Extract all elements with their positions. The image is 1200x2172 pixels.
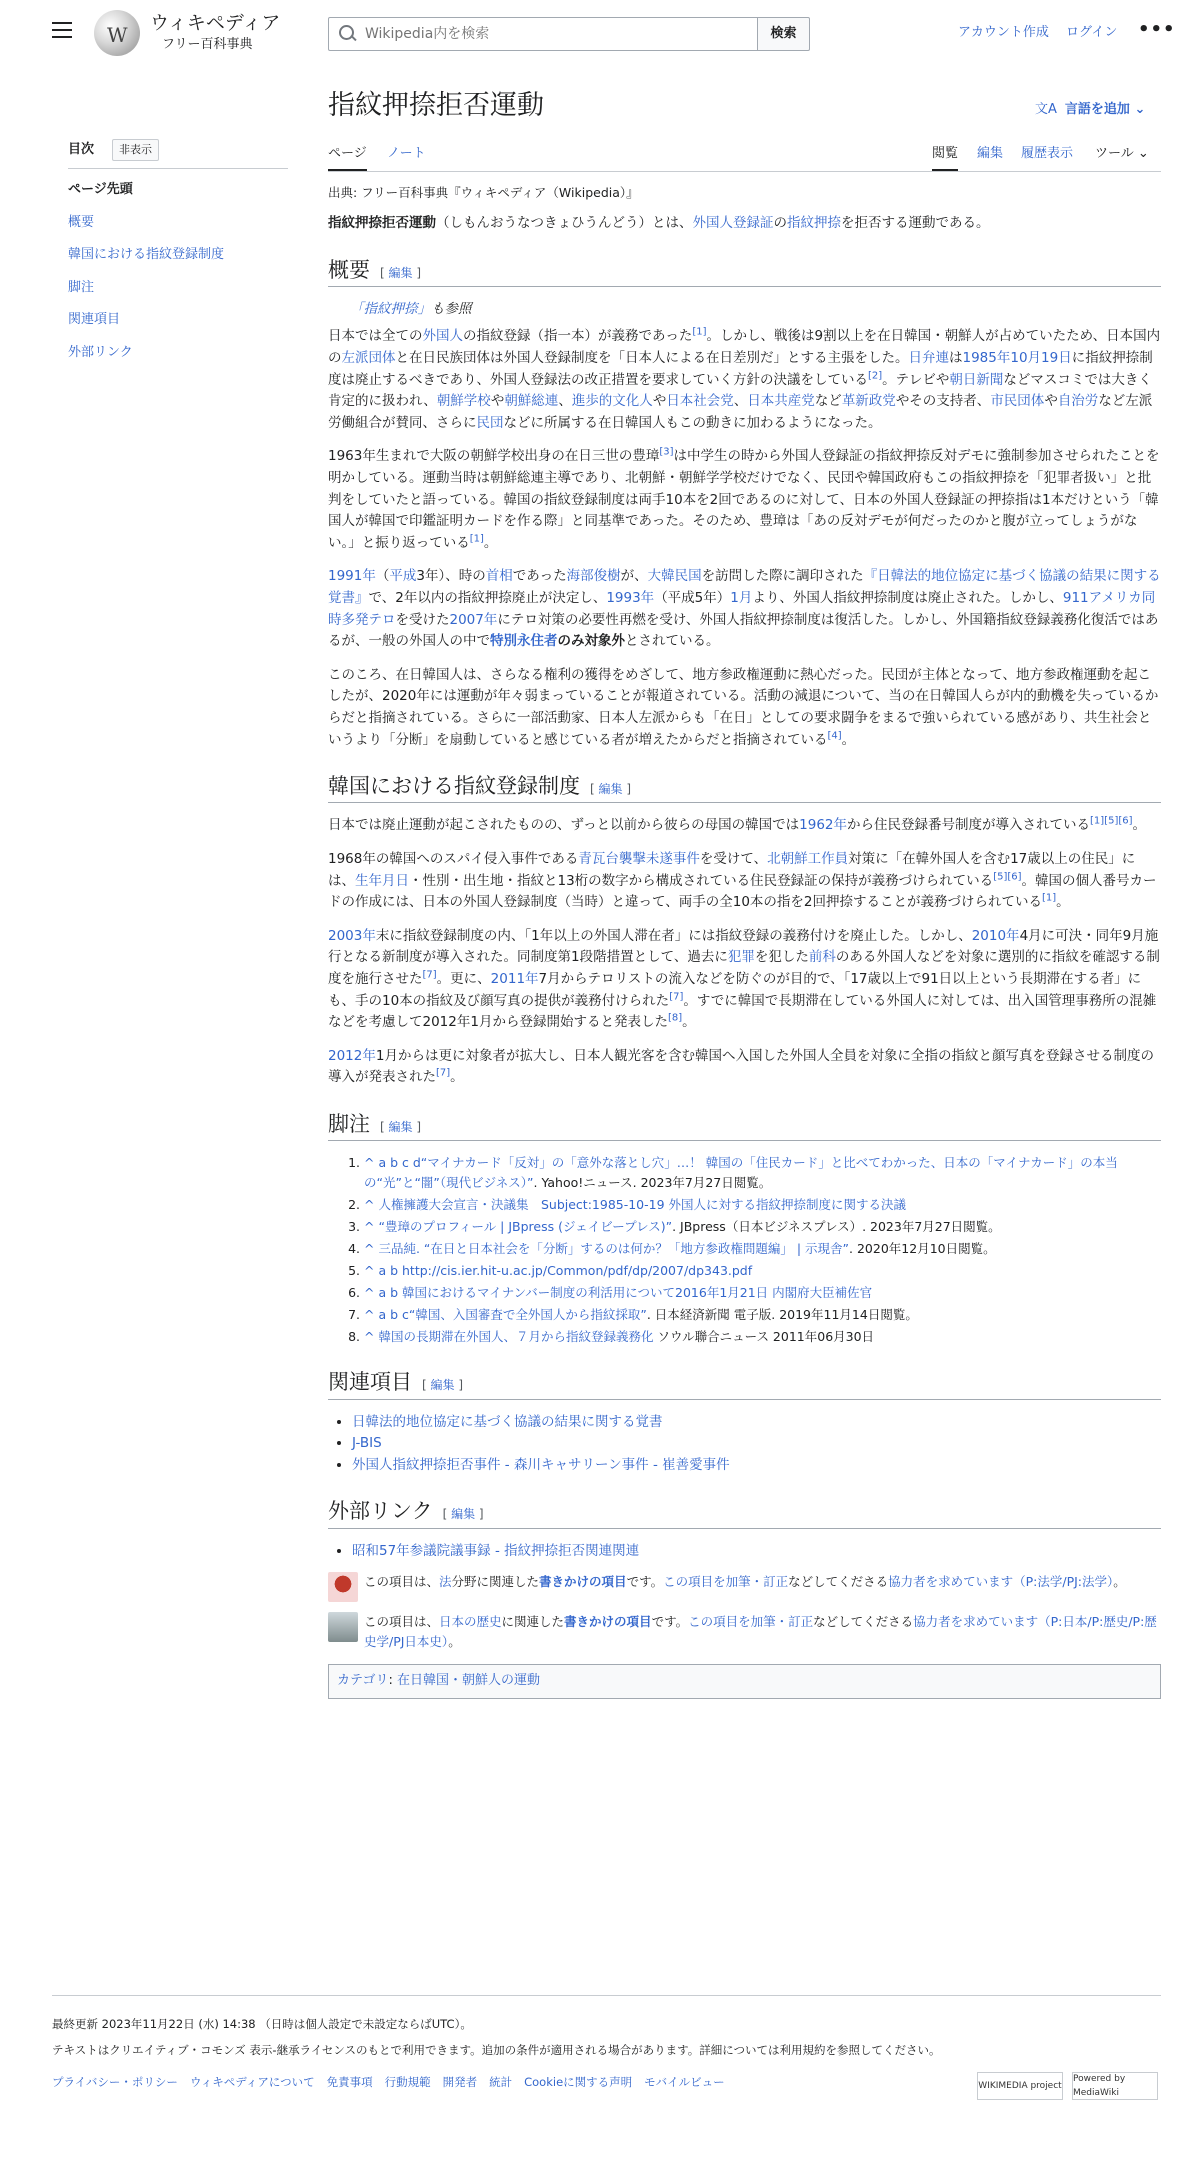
link[interactable]: 進歩的文化人 xyxy=(571,393,653,410)
link[interactable]: 協力者を求めています xyxy=(888,1574,1014,1590)
link[interactable]: 911アメリカ同時多発テロ xyxy=(328,590,1156,628)
text: 、 xyxy=(558,393,572,410)
footer-link-cookie[interactable]: Cookieに関する声明 xyxy=(524,2075,633,2089)
korea-paragraph-3 xyxy=(328,926,1161,1034)
text: 。 xyxy=(1132,817,1147,834)
text: より、外国人指紋押捺制度は廃止された。しかし、 xyxy=(752,590,1063,607)
text: は xyxy=(949,350,963,367)
citation[interactable]: [1] xyxy=(692,326,707,338)
main-menu-button[interactable] xyxy=(52,22,72,38)
text: など左派労働組合が賛同、さらに xyxy=(328,393,1153,431)
text: は中学生の時から外国人登録証の指紋押捺反対デモに強制参加させられたことを明かしている。運動当時は朝鮮総連主導であり、北朝鮮・朝鮮学学校だけでなく、民団や韓国政府もこの指紋押捺を「犯罪者扱い」と批判をしていたと語っている。韓国の指紋登録制度は両手10本を2回であるのに対して、日本の外国人登録証の押捺指は1本だけという「韓国人が韓国で印鑑証明カードを作る際」と同基準であった。そのため、豊璋は「あの反対デモが何だったのかと腹が立ってしょうがない。」と振り返っている xyxy=(328,448,1160,551)
stub-notice-law xyxy=(328,1572,1161,1602)
text: です。 xyxy=(651,1614,689,1630)
toc-item-overview[interactable]: 概要 xyxy=(68,214,95,230)
link[interactable]: 外国人 xyxy=(422,328,463,345)
footer-divider xyxy=(52,1995,1161,1996)
tab-page[interactable]: ページ xyxy=(328,144,367,171)
text: 。更に、 xyxy=(436,971,491,988)
reference-link[interactable]: http://cis.ier.hit-u.ac.jp/Common/pdf/dp/2007/dp343.pdf xyxy=(402,1263,753,1279)
related-item xyxy=(352,1455,1161,1477)
link[interactable]: 革新政党 xyxy=(841,393,896,410)
toc-item-top[interactable]: ページ先頭 xyxy=(68,182,133,197)
text: ・性別・出生地・指紋と13桁の数字から構成されている住民登録証の保持が義務づけられている xyxy=(409,872,994,889)
stub-text xyxy=(364,1612,1161,1652)
heading-text: 韓国における指紋登録制度 xyxy=(328,774,580,799)
reference-item xyxy=(364,1261,1161,1281)
text: 分野に関連した xyxy=(451,1574,540,1590)
link[interactable]: 書きかけの項目 xyxy=(564,1614,652,1630)
text: やその支持者、 xyxy=(895,393,991,410)
korea-paragraph-2 xyxy=(328,849,1161,914)
link[interactable]: 大韓民国 xyxy=(647,568,702,585)
more-options-icon[interactable]: ••• xyxy=(1138,19,1176,40)
link[interactable]: 1993年 xyxy=(606,590,655,607)
toc-divider xyxy=(68,168,288,169)
text: や xyxy=(1044,393,1058,410)
text: や xyxy=(652,393,667,410)
link[interactable]: 2007年 xyxy=(449,611,498,628)
login-link[interactable]: ログイン xyxy=(1066,25,1118,40)
citation[interactable]: [1] xyxy=(1042,892,1057,904)
toc-heading: 目次 xyxy=(68,142,95,157)
text: 。韓国の個人番号カードの作成には、日本の外国人登録制度（当時）と違って、両手の全10本の指を2回押捺することが義務づけられている xyxy=(328,872,1157,911)
heading-text: 概要 xyxy=(328,257,370,282)
toc-item-korea[interactable]: 韓国における指紋登録制度 xyxy=(68,247,225,262)
footer-link-privacy[interactable]: プライバシー・ポリシー xyxy=(52,2075,178,2089)
link[interactable]: この項目を加筆・訂正 xyxy=(663,1574,789,1590)
toc-hide-button[interactable]: 非表示 xyxy=(112,139,159,161)
citation[interactable]: [2] xyxy=(868,370,883,382)
edit-section-link[interactable]: [ 編集 ] xyxy=(442,1507,484,1522)
text: を犯した xyxy=(754,949,809,966)
backlink[interactable]: ^ xyxy=(364,1329,375,1345)
text: を拒否する運動である。 xyxy=(841,215,990,231)
link[interactable]: 法 xyxy=(439,1574,452,1590)
search-icon xyxy=(339,25,357,43)
related-link[interactable]: 外国人指紋押捺拒否事件 - 森川キャサリーン事件 - 崔善愛事件 xyxy=(352,1456,730,1473)
text: この項目は、 xyxy=(364,1574,440,1590)
external-item xyxy=(352,1541,1161,1563)
link[interactable]: 指紋押捺 xyxy=(787,215,841,231)
text: 7月からテロリストの流入などを防ぐのが目的で、「17歳以上で91日以上という長期滞在する者」にも、手の10本の指紋及び顔写真の提供が義務付けられた xyxy=(328,971,1142,1009)
text: 末に指紋登録制度の内、「1年以上の外国人滞在者」には指紋登録の義務付けを廃止した。しかし、 xyxy=(375,927,972,944)
link[interactable]: この項目を加筆・訂正 xyxy=(688,1614,814,1630)
link[interactable]: 2003年 xyxy=(328,927,376,944)
edit-section-link[interactable]: [ 編集 ] xyxy=(590,782,632,797)
text: このころ、在日韓国人は、さらなる権利の獲得をめざして、地方参政権運動に熱心だった。民団が主体となって、地方参政権運動を起こしたが、2020年には運動が年々弱まっていることが報道されている。活動の減退について、当の在日韓国人らが内的動機を失っているからだと指摘されている。さらに一部活動家、日本人左派からも「在日」としての要求闘争をまるで強いられている感があり、共生社会というより「分断」を扇動していると感じている者が増えたからだと指摘されている xyxy=(328,666,1159,748)
text: 。 xyxy=(1113,1574,1126,1590)
edit-section-link[interactable]: [ 編集 ] xyxy=(380,265,422,280)
reference-item xyxy=(364,1153,1161,1193)
text: にテロ対策の必要性再燃を受け、外国人指紋押捺制度は復活した。しかし、外国籍指紋登録義務化復活ではあるが、一般の外国人の中で xyxy=(328,611,1159,650)
search-input[interactable] xyxy=(363,25,757,43)
tab-tools[interactable] xyxy=(1095,144,1149,165)
text: 、 xyxy=(733,393,748,410)
wikimedia-badge[interactable]: WIKIMEDIA project xyxy=(977,2072,1063,2100)
text: 対策に「在韓外国人を含む17歳以上の住民」には、 xyxy=(328,851,1136,889)
search-button[interactable]: 検索 xyxy=(757,17,810,51)
edit-section-link[interactable]: [ 編集 ] xyxy=(422,1378,464,1393)
text: であった xyxy=(512,568,567,585)
reference-link[interactable]: 韓国の長期滞在外国人、７月から指紋登録義務化 xyxy=(378,1329,654,1345)
text: 。 xyxy=(841,731,856,748)
hatnote-text: も参照 xyxy=(431,300,472,317)
backlink[interactable]: ^ a b xyxy=(364,1263,399,1279)
related-item xyxy=(352,1412,1161,1434)
lead-bold: 指紋押捺拒否運動 xyxy=(328,215,436,231)
link[interactable]: 市民団体 xyxy=(990,393,1045,410)
link[interactable]: 北朝鮮工作員 xyxy=(767,851,849,868)
link[interactable]: 協力者を求めています xyxy=(913,1614,1039,1630)
footer-last-modified: 最終更新 2023年11月22日 (水) 14:38 （日時は個人設定で未設定ならばUTC）。 xyxy=(52,2017,472,2031)
logo-title[interactable]: ウィキペディア xyxy=(150,12,281,34)
link[interactable]: 2011年 xyxy=(490,971,539,988)
backlink[interactable]: ^ xyxy=(364,1241,375,1257)
citation[interactable]: [3] xyxy=(659,446,674,458)
text: 。 xyxy=(483,534,498,551)
section-heading-overview xyxy=(328,257,1161,287)
reference-link[interactable]: 人権擁護大会宣言・決議集 Subject:1985-10-19 外国人に対する指紋押捺制度に関する決議 xyxy=(378,1197,907,1213)
section-heading-related xyxy=(328,1369,1161,1399)
heading-text: 脚注 xyxy=(328,1112,370,1136)
reference-text: . 2020年12月10日閲覧。 xyxy=(849,1241,996,1257)
link[interactable]: 自治労 xyxy=(1057,393,1099,410)
tools-label: ツール xyxy=(1095,146,1134,161)
backlink[interactable]: ^ a b c d xyxy=(364,1155,421,1171)
text: 。 xyxy=(448,1634,461,1650)
citation[interactable]: [4] xyxy=(827,730,842,742)
mediawiki-badge[interactable]: Powered by MediaWiki xyxy=(1072,2072,1158,2100)
text: 3年）、時の xyxy=(416,568,486,585)
tab-read[interactable]: 閲覧 xyxy=(932,144,958,171)
link[interactable]: 青瓦台襲撃未遂事件 xyxy=(578,851,700,868)
citation[interactable]: [7] xyxy=(669,991,684,1003)
heading-text: 関連項目 xyxy=(328,1370,412,1395)
stub-notice-history xyxy=(328,1612,1161,1652)
link[interactable]: 日本の歴史 xyxy=(439,1614,502,1630)
link[interactable]: 1985年10月19日 xyxy=(962,350,1072,367)
from-line: 出典: フリー百科事典『ウィキペディア（Wikipedia）』 xyxy=(328,185,639,200)
related-link[interactable]: J-BIS xyxy=(352,1435,382,1452)
text: 1968年の韓国へのスパイ侵入事件である xyxy=(328,851,579,868)
text: 1月からは更に対象者が拡大し、日本人観光客を含む韓国へ入国した外国人全員を対象に全指の指紋と顔写真を登録させる制度の導入が発表された xyxy=(328,1047,1154,1086)
heading-text: 外部リンク xyxy=(328,1499,433,1524)
reference-item xyxy=(364,1217,1161,1237)
article-body xyxy=(328,180,1161,1699)
text: 。 xyxy=(1056,894,1070,911)
lead-text: （しもんおうなつきょひうんどう）とは、 xyxy=(436,215,693,231)
text: を受けて、 xyxy=(699,851,768,868)
chevron-down-icon: ⌄ xyxy=(1137,146,1149,161)
link[interactable]: 朝鮮総連 xyxy=(504,393,559,410)
reference-link[interactable]: “豊璋のプロフィール | JBpress (ジェイビープレス)” xyxy=(378,1219,673,1235)
text: を訪問した際に調印された xyxy=(701,568,864,585)
wikipedia-logo-icon[interactable] xyxy=(94,10,140,56)
text: の指紋登録（指一本）が義務であった xyxy=(463,328,693,345)
text: この項目は、 xyxy=(364,1614,440,1630)
link[interactable]: 首相 xyxy=(485,568,513,585)
page-title: 指紋押捺拒否運動 xyxy=(328,90,544,121)
overview-paragraph-3 xyxy=(328,566,1161,652)
link[interactable]: 2012年 xyxy=(328,1047,376,1064)
link[interactable]: 1月 xyxy=(730,590,753,607)
citation[interactable]: [5][6] xyxy=(993,871,1022,883)
link[interactable]: 生年月日 xyxy=(355,872,409,889)
language-add-label: 言語を追加 xyxy=(1064,102,1130,117)
backlink[interactable]: ^ a b xyxy=(364,1285,399,1301)
bold-text: のみ対象外 xyxy=(557,633,625,650)
backlink[interactable]: ^ xyxy=(364,1219,375,1235)
citation[interactable]: [7] xyxy=(436,1067,451,1079)
category-link[interactable]: 在日韓国・朝鮮人の運動 xyxy=(397,1673,541,1689)
related-link[interactable]: 日韓法的地位協定に基づく協議の結果に関する覚書 xyxy=(352,1413,663,1430)
scales-icon xyxy=(328,1572,358,1602)
related-item xyxy=(352,1433,1161,1455)
edit-link[interactable]: 編集 xyxy=(388,1120,413,1134)
link[interactable]: 書きかけの項目 xyxy=(539,1574,627,1590)
external-link[interactable]: 昭和57年参議院議事録 - 指紋押捺拒否関連関連 xyxy=(352,1542,640,1559)
text: 。 xyxy=(682,1014,696,1031)
text: などしてくださる xyxy=(813,1614,914,1630)
link[interactable]: 『日韓法的地位協定に基づく協議の結果に関する覚書』 xyxy=(328,568,1161,607)
separator: : xyxy=(388,1673,397,1689)
link[interactable]: 日本共産党 xyxy=(747,393,815,410)
link[interactable]: 海部俊樹 xyxy=(566,568,621,585)
text: 。 xyxy=(450,1069,464,1086)
citation[interactable]: [1][5][6] xyxy=(1090,815,1133,827)
edit-link[interactable]: 編集 xyxy=(451,1507,476,1522)
link[interactable]: 平成 xyxy=(389,568,417,585)
section-heading-korea xyxy=(328,773,1161,803)
link[interactable]: （P:法学/PJ:法学） xyxy=(1013,1574,1114,1590)
text: （平成5年） xyxy=(654,590,731,607)
text: 。すでに韓国で長期滞在している外国人に対しては、出入国管理事務所の混雑などを考慮して2012年1月から登録開始すると発表した xyxy=(328,992,1157,1031)
references-list xyxy=(328,1153,1161,1347)
text: が、 xyxy=(620,568,648,585)
text: とされている。 xyxy=(625,633,720,650)
footer-links xyxy=(52,2073,725,2091)
backlink[interactable]: ^ xyxy=(364,1197,375,1213)
external-list xyxy=(328,1541,1161,1563)
link[interactable]: 特別永住者 xyxy=(490,633,558,650)
lead-paragraph xyxy=(328,213,1161,235)
footer-link-developers[interactable]: 開発者 xyxy=(442,2075,478,2089)
reference-text: ソウル聯合ニュース 2011年06月30日 xyxy=(653,1329,875,1345)
reference-link[interactable]: 三品純. “在日と日本社会を「分断」するのは何か？「地方参政権問題編」 | 示現舎” xyxy=(378,1241,850,1257)
text: などマスコミでは大きく肯定的に扱われ、 xyxy=(328,371,1152,410)
link[interactable]: 2010年 xyxy=(971,927,1020,944)
reference-item xyxy=(364,1305,1161,1325)
reference-item xyxy=(364,1283,1161,1303)
reference-text: . JBpress（日本ビジネスプレス）. 2023年7月27日閲覧。 xyxy=(672,1219,1001,1235)
overview-paragraph-2 xyxy=(328,446,1161,554)
text: で、2年以内の指紋押捺廃止が決定し、 xyxy=(368,590,607,607)
tab-talk[interactable]: ノート xyxy=(387,146,426,161)
hatnote-link[interactable]: 「指紋押捺」 xyxy=(350,300,431,317)
edit-link[interactable]: 編集 xyxy=(388,265,413,280)
backlink[interactable]: ^ a b c xyxy=(364,1307,409,1323)
logo-subtitle: フリー百科事典 xyxy=(162,37,253,52)
footer-link-about[interactable]: ウィキペディアについて xyxy=(189,2075,315,2089)
link[interactable]: 犯罪 xyxy=(727,949,755,966)
text: と在日民族団体は外国人登録制度を「日本人による在日差別だ」とする主張をした。 xyxy=(395,350,909,367)
edit-link[interactable]: 編集 xyxy=(598,782,623,797)
reference-item xyxy=(364,1239,1161,1259)
toc-item-related[interactable]: 関連項目 xyxy=(68,312,121,327)
text: などしてくださる xyxy=(788,1574,889,1590)
link[interactable]: 外国人登録証 xyxy=(692,215,774,231)
footer-link-code-of-conduct[interactable]: 行動規範 xyxy=(384,2075,431,2089)
link[interactable]: 日本社会党 xyxy=(666,393,734,410)
link[interactable]: 左派団体 xyxy=(341,350,396,367)
text: に関連した xyxy=(501,1614,565,1630)
tab-history[interactable]: 履歴表示 xyxy=(1021,146,1074,161)
tab-edit[interactable]: 編集 xyxy=(977,146,1004,161)
citation[interactable]: [1] xyxy=(469,533,484,545)
link[interactable]: （P:日本/P:歴史/P:歴史学/PJ日本史） xyxy=(364,1614,1157,1650)
edit-link[interactable]: 編集 xyxy=(430,1378,455,1393)
text: や xyxy=(490,393,505,410)
stub-text xyxy=(364,1572,1126,1592)
reference-link[interactable]: “マイナカード「反対」の「意外な落とし穴」…！ 韓国の「住民カード」と比べてわかった、日本の「マイナカード」の本当の“光”と“闇”（現代ビジネス）” xyxy=(364,1155,1118,1191)
text: 日本では全ての xyxy=(328,328,423,345)
text: などに所属する在日韓国人もこの動きに加わるようになった。 xyxy=(503,414,882,431)
link[interactable]: 1962年 xyxy=(799,817,848,834)
overview-paragraph-1 xyxy=(328,326,1161,434)
link[interactable]: 前科 xyxy=(808,949,836,966)
reference-text: . 日本経済新聞 電子版. 2019年11月14日閲覧。 xyxy=(646,1307,918,1323)
citation[interactable]: [7] xyxy=(422,969,437,981)
text: を受けた xyxy=(395,611,450,628)
text: の xyxy=(773,215,787,231)
edit-section-link[interactable]: [ 編集 ] xyxy=(380,1120,422,1134)
footer-link-statistics[interactable]: 統計 xyxy=(489,2075,513,2089)
footer-license: テキストはクリエイティブ・コモンズ 表示-継承ライセンスのもとで利用できます。追加の条件が適用される場合があります。詳細については利用規約を参照してください。 xyxy=(52,2043,941,2057)
text: 日本では廃止運動が起こされたものの、ずっと以前から彼らの母国の韓国では xyxy=(328,817,800,834)
section-heading-notes xyxy=(328,1111,1161,1141)
korea-paragraph-1 xyxy=(328,815,1161,837)
search-box[interactable] xyxy=(328,17,758,51)
castle-icon xyxy=(328,1612,358,1642)
create-account-link[interactable]: アカウント作成 xyxy=(958,25,1049,40)
tabs-divider xyxy=(328,171,1161,172)
category-label-link[interactable]: カテゴリ xyxy=(337,1673,389,1689)
link[interactable]: 朝鮮学校 xyxy=(436,393,491,410)
toc-list xyxy=(68,180,224,375)
related-list xyxy=(328,1412,1161,1477)
reference-item xyxy=(364,1327,1161,1347)
text: 1963年生まれで大阪の朝鮮学校出身の在日三世の xyxy=(328,448,633,465)
text: 4月に可決・同年9月施行となる新制度が導入された。同制度第1段階措置として、過去に xyxy=(328,927,1159,966)
category-links xyxy=(328,1664,1161,1699)
reference-link[interactable]: 韓国におけるマイナンバー制度の利活用について2016年1月21日 内閣府大臣補佐官 xyxy=(402,1285,873,1301)
text: 豊璋 xyxy=(632,448,660,465)
footer-link-mobile[interactable]: モバイルビュー xyxy=(644,2075,725,2089)
link[interactable]: 朝日新聞 xyxy=(949,371,1004,388)
link[interactable]: 日弁連 xyxy=(908,350,949,367)
text: のある外国人などを対象に選別的に指紋を確認する制度を施行させた xyxy=(328,949,1160,988)
link[interactable]: 1991年 xyxy=(328,568,376,585)
text: 。しかし、戦後は9割以上を在日韓国・朝鮮人が占めていたため、日本国内の xyxy=(328,328,1161,367)
translate-icon: 文A xyxy=(1035,102,1057,117)
text: など xyxy=(814,393,842,410)
link[interactable]: 民団 xyxy=(476,414,504,431)
korea-paragraph-4 xyxy=(328,1046,1161,1089)
toc-item-external[interactable]: 外部リンク xyxy=(68,344,133,360)
text: に指紋押捺制度は廃止するべきであり、外国人登録法の改正措置を要求していく方針の決議をしている xyxy=(328,350,1153,388)
text: です。 xyxy=(626,1574,664,1590)
hatnote xyxy=(328,299,1161,321)
toc-item-notes[interactable]: 脚注 xyxy=(68,279,95,295)
text: 。テレビや xyxy=(882,371,950,388)
text: から住民登録番号制度が導入されている xyxy=(847,817,1091,834)
text: （ xyxy=(375,568,390,585)
reference-item xyxy=(364,1195,1161,1215)
overview-paragraph-4 xyxy=(328,665,1161,751)
reference-link[interactable]: “韓国、入国審査で全外国人から指紋採取” xyxy=(408,1307,647,1323)
language-add-button[interactable]: 文A 言語を追加 ⌄ xyxy=(1035,102,1146,117)
footer-link-disclaimer[interactable]: 免責事項 xyxy=(326,2075,373,2089)
reference-text: . Yahoo!ニュース. 2023年7月27日閲覧。 xyxy=(533,1175,772,1191)
section-heading-external xyxy=(328,1498,1161,1528)
citation[interactable]: [8] xyxy=(667,1012,683,1024)
